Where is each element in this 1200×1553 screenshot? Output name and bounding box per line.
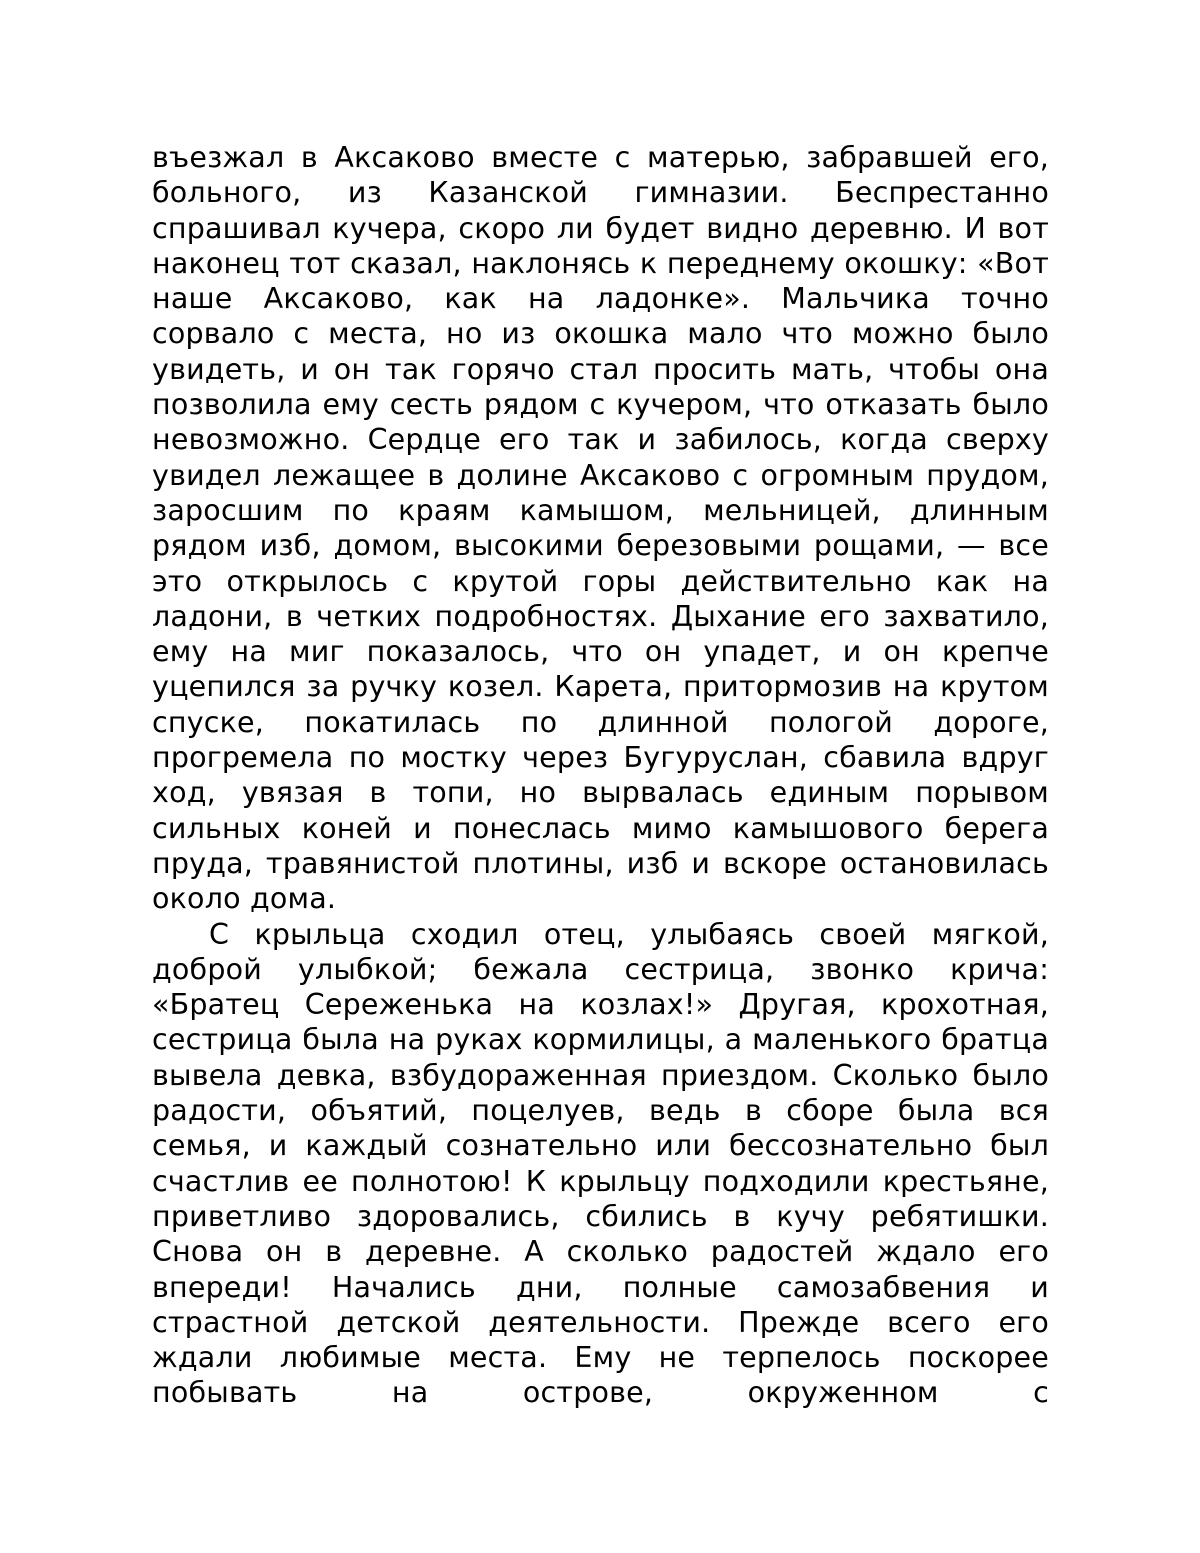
paragraph-arrival: въезжал в Аксаково вместе с матерью, забравшей его, больного, из Казанской гимназии. Беспрестанно спрашивал кучера, скоро ли будет видно деревню. И вот наконец тот сказал, наклонясь к переднему окошку: «Вот наше Аксаково, как на ладонке». Мальчика точно сорвало с места, но из окошка мало что можно было увидеть, и он так горячо стал просить мать, чтобы она позволила ему сесть рядом с кучером, что отказать было невозможно. Сердце его так и забилось, когда сверху увидел лежащее в долине Аксаково с огромным прудом, заросшим по краям камышом, мельницей, длинным рядом изб, домом, высокими березовыми рощами, — все это открылось с крутой горы действительно как на ладони, в четких подробностях. Дыхание его захватило, ему на миг показалось, что он упадет, и он крепче уцепился за ручку козел. Карета, притормозив на крутом спуске, покатилась по длинной пологой дороге, прогремела по мостку через Бугуруслан, сбавила вдруг ход, увязая в топи, но вырвалась единым порывом сильных коней и понеслась мимо камышового берега пруда, травянистой плотины, изб и вскоре остановилась около дома. xyxy=(152,141,1049,916)
page-body xyxy=(152,140,1049,1411)
paragraph-family-welcome: С крыльца сходил отец, улыбаясь своей мягкой, доброй улыбкой; бежала сестрица, звонко крича: «Братец Сереженька на козлах!» Другая, крохотная, сестрица была на руках кормилицы, а маленького братца вывела девка, взбудораженная приездом. Сколько было радости, объятий, поцелуев, ведь в сборе была вся семья, и каждый сознательно или бессознательно был счастлив ее полнотою! К крыльцу подходили крестьяне, приветливо здоровались, сбились в кучу ребятишки. Снова он в деревне. А сколько радостей ждало его впереди! Начались дни, полные самозабвения и страстной детской деятельности. Прежде всего его ждали любимые места. Ему не терпелось поскорее побывать на острове, окруженном с xyxy=(152,917,1049,1410)
